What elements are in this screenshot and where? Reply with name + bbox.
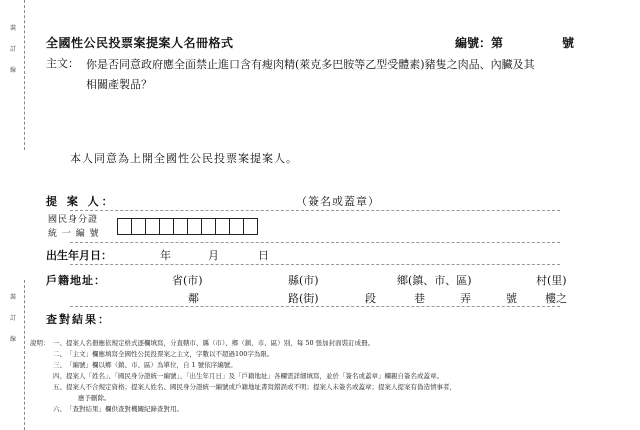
id-digit-box[interactable] xyxy=(243,218,258,235)
note-item: 六、 「查對結果」欄供查對機關紀錄查對用。 xyxy=(53,405,183,413)
signature-hint: （簽名或蓋章） xyxy=(296,195,380,208)
consent-statement: 本人同意為上開全國性公民投票案提案人。 xyxy=(70,152,298,165)
id-number-boxes[interactable] xyxy=(117,218,258,235)
subject-line-2: 相關產製品？ xyxy=(86,78,152,91)
id-digit-box[interactable] xyxy=(117,218,132,235)
addr-floor: 樓之 xyxy=(545,292,567,305)
birth-month-label: 月 xyxy=(208,249,219,262)
notes-section xyxy=(30,338,624,415)
id-digit-box[interactable] xyxy=(145,218,160,235)
form-number-suffix: 號 xyxy=(562,36,575,50)
check-result-label: 查對結果： xyxy=(46,313,111,326)
id-digit-box[interactable] xyxy=(187,218,202,235)
addr-number: 號 xyxy=(506,292,517,305)
notes-label: 說明： xyxy=(30,339,50,347)
form-title: 全國性公民投票案提案人名冊格式 xyxy=(46,36,234,50)
id-number-label: 國民身分證 統 一 編 號 xyxy=(48,215,100,239)
note-item: 三、 「編號」欄以鄉（鎮、市、區）為單位，自 1 號依序編號。 xyxy=(53,361,237,369)
address-label: 戶籍地址： xyxy=(46,274,106,287)
birth-day-label: 日 xyxy=(258,249,269,262)
addr-lane: 巷 xyxy=(414,292,425,305)
addr-section: 段 xyxy=(365,292,376,305)
separator-line xyxy=(70,242,560,243)
separator-line xyxy=(70,210,560,211)
id-digit-box[interactable] xyxy=(173,218,188,235)
addr-province: 省(市) xyxy=(172,274,203,287)
separator-line xyxy=(70,306,560,307)
note-item: 五、 提案人不合規定資格；提案人姓名、國民身分證統一編號或戶籍地址書寫錯誤或不明；提案人未簽名或蓋章；提案人提案有偽造情事者， xyxy=(53,383,456,391)
id-digit-box[interactable] xyxy=(201,218,216,235)
addr-neighborhood: 鄰 xyxy=(188,292,199,305)
birth-year-label: 年 xyxy=(160,249,171,262)
subject-label: 主文： xyxy=(46,57,79,70)
birth-date-label: 出生年月日： xyxy=(46,249,112,262)
id-digit-box[interactable] xyxy=(229,218,244,235)
note-item: 應予刪除。 xyxy=(78,394,111,402)
binding-line-bottom xyxy=(24,280,25,430)
id-digit-box[interactable] xyxy=(131,218,146,235)
separator-line xyxy=(70,264,560,265)
form-number-label: 編號：第 xyxy=(455,36,504,50)
addr-alley: 弄 xyxy=(460,292,471,305)
addr-road: 路(街) xyxy=(288,292,319,305)
binding-label-bottom: 裝 訂 線 xyxy=(9,294,16,343)
id-digit-box[interactable] xyxy=(215,218,230,235)
binding-label-top: 裝 訂 線 xyxy=(9,25,16,74)
note-item: 四、 提案人「姓名」、「國民身分證統一編號」、「出生年月日」及「戶籍地址」各欄需詳細填寫，並於「簽名或蓋章」欄親自簽名或蓋章。 xyxy=(53,372,443,380)
addr-county: 縣(市) xyxy=(288,274,319,287)
proposer-label: 提 案 人： xyxy=(46,195,116,208)
subject-text xyxy=(86,55,596,95)
id-digit-box[interactable] xyxy=(159,218,174,235)
note-item: 一、 提案人名冊應依規定格式逐欄填寫，分直轄市、縣（市）、鄉（鎮、市、區）別，每 50 張加封面裝訂成冊。 xyxy=(53,339,375,347)
subject-line-1: 你是否同意政府應全面禁止進口含有瘦肉精(萊克多巴胺等乙型受體素)豬隻之肉品、內臟及其 xyxy=(86,58,535,71)
addr-village: 村(里) xyxy=(536,274,567,287)
binding-line-top xyxy=(24,0,25,150)
addr-township: 鄉(鎮、市、區) xyxy=(397,274,472,287)
note-item: 二、 「主文」欄應填寫全國性公民投票案之主文，字數以不超過100字為限。 xyxy=(53,350,274,358)
